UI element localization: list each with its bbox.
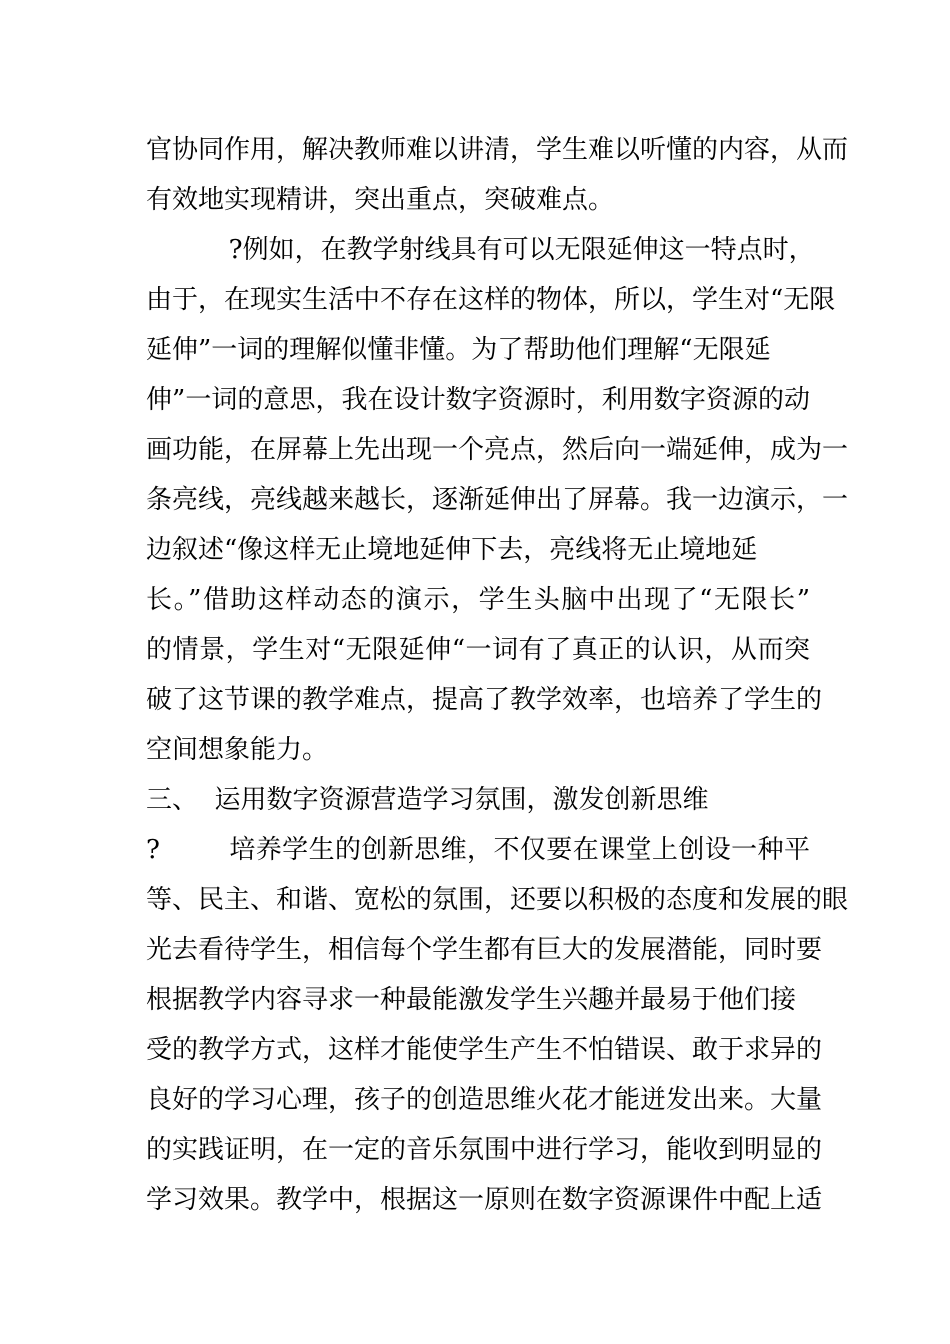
text-line: ? 培养学生的创新思维，不仅要在课堂上创设一种平 xyxy=(146,835,810,865)
text-line: 伸”一词的意思，我在设计数字资源时，利用数字资源的动 xyxy=(146,385,810,415)
text-line: 边叙述“像这样无止境地延伸下去，亮线将无止境地延 xyxy=(146,535,758,565)
text-line: 学习效果。教学中，根据这一原则在数字资源课件中配上适 xyxy=(146,1185,823,1215)
text-line: 长。”借助这样动态的演示，学生头脑中出现了“无限长” xyxy=(146,585,810,615)
text-line: 光去看待学生，相信每个学生都有巨大的发展潜能，同时要 xyxy=(146,935,823,965)
text-line: 条亮线，亮线越来越长，逐渐延伸出了屏幕。我一边演示，一 xyxy=(146,485,849,515)
text-line: 破了这节课的教学难点，提高了教学效率，也培养了学生的 xyxy=(146,685,823,715)
text-line: 良好的学习心理，孩子的创造思维火花才能迸发出来。大量 xyxy=(146,1085,823,1115)
text-line: 有效地实现精讲，突出重点，突破难点。 xyxy=(146,185,615,215)
text-line: 由于，在现实生活中不存在这样的物体，所以，学生对“无限 xyxy=(146,285,836,315)
text-line: 根据教学内容寻求一种最能激发学生兴趣并最易于他们接 xyxy=(146,985,797,1015)
section-heading: 三、 运用数字资源营造学习氛围，激发创新思维 xyxy=(146,785,709,815)
text-line: 的情景，学生对“无限延伸“一词有了真正的认识，从而突 xyxy=(146,635,810,665)
text-line: 空间想象能力。 xyxy=(146,735,329,765)
text-line: 的实践证明，在一定的音乐氛围中进行学习，能收到明显的 xyxy=(146,1135,823,1165)
text-line: 等、民主、和谐、宽松的氛围，还要以积极的态度和发展的眼 xyxy=(146,885,849,915)
text-line: 画功能，在屏幕上先出现一个亮点，然后向一端延伸，成为一 xyxy=(146,435,849,465)
text-line: 受的教学方式，这样才能使学生产生不怕错误、敢于求异的 xyxy=(146,1035,823,1065)
text-line: ?例如，在教学射线具有可以无限延伸这一特点时， xyxy=(146,235,815,265)
text-line: 官协同作用，解决教师难以讲清，学生难以听懂的内容，从而 xyxy=(146,135,849,165)
text-line: 延伸”一词的理解似懂非懂。为了帮助他们理解“无限延 xyxy=(146,335,771,365)
